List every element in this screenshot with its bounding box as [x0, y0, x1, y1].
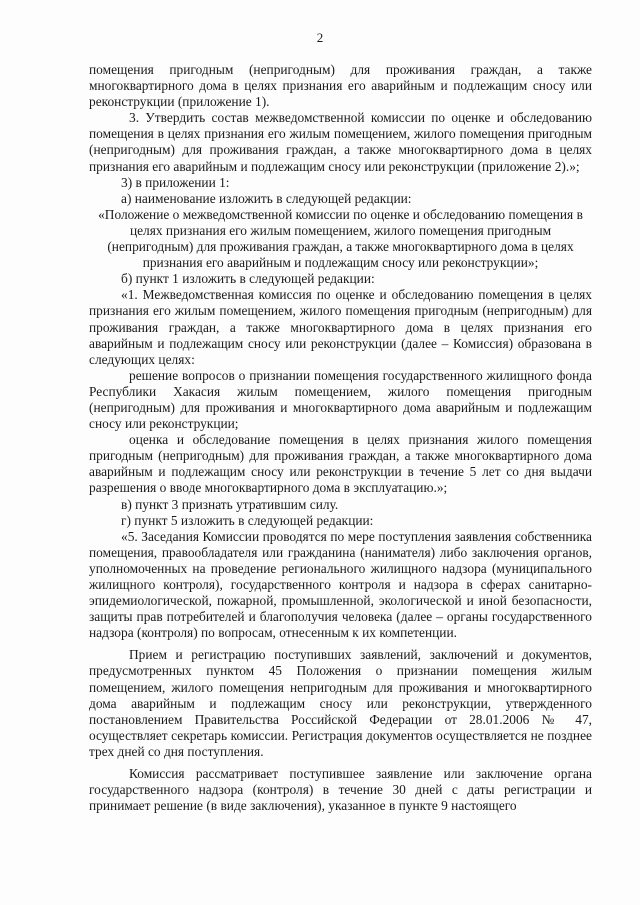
paragraph-sub-b: б) пункт 1 изложить в следующей редакции:	[121, 271, 375, 287]
document-body	[89, 62, 592, 814]
paragraph-appendix-1: 3) в приложении 1:	[121, 174, 230, 190]
paragraph-sub-g: г) пункт 5 изложить в следующей редакции:	[121, 512, 374, 528]
paragraph-goal-2: оценка и обследование помещения в целях признания жилого помещения пригодным (непригодным) для проживания граждан, а также многоквартирного дома аварийным и подлежащим сносу или реконструкции в течение 5 лет со дня выдачи разрешения о вводе многоквартирного дома в эксплуатацию.»;	[89, 432, 592, 496]
paragraph-registration: Прием и регистрацию поступивших заявлений, заключений и документов, предусмотренных пунктом 45 Положения о признании помещения жилым помещением, жилого помещения непригодным для проживания и многоквартирного дома аварийным и подлежащим сносу или реконструкции, утвержденного постановлением Правительства Российской Федерации от 28.01.2006 № 47, осуществляет секретарь комиссии. Регистрация документов осуществляется не позднее трех дней со дня поступления.	[89, 647, 592, 759]
paragraph-sub-v: в) пункт 3 признать утратившим силу.	[121, 496, 339, 512]
paragraph-point-5: «5. Заседания Комиссии проводятся по мере поступления заявления собственника помещения, правообладателя или гражданина (нанимателя) либо заключения органов, уполномоченных на проведение регионального жилищного надзора (муниципального жилищного контроля), государственного контроля и надзора в сферах санитарно-эпидемиологической, пожарной, промышленной, экологической и иной безопасности, защиты прав потребителей и благополучия человека (далее – органы государственного надзора (контроля) по вопросам, отнесенным к их компетенции.	[89, 528, 592, 641]
paragraph-continuation: помещения пригодным (непригодным) для проживания граждан, а также многоквартирного дома в целях признания его аварийным и подлежащим сносу или реконструкции (приложение 1).	[89, 62, 592, 110]
paragraph-point-1: «1. Межведомственная комиссия по оценке и обследованию помещения в целях признания его жилым помещением, жилого помещения пригодным (непригодным) для проживания граждан, а также многоквартирного дома в целях признания его аварийным и подлежащим сносу или реконструкции (далее – Комиссия) образована в следующих целях:	[89, 287, 592, 367]
paragraph-regulation-title: «Положение о межведомственной комиссии по оценке и обследованию помещения в целях признания его жилым помещением, жилого помещения пригодным (непригодным) для проживания граждан, а также многоквартирного дома в целях признания его аварийным и подлежащим сносу или реконструкции»;	[98, 206, 583, 271]
page-number: 2	[316, 30, 324, 45]
paragraph-sub-a: а) наименование изложить в следующей редакции:	[121, 190, 412, 206]
paragraph-goal-1: решение вопросов о признании помещения государственного жилищного фонда Республики Хакасия жилым помещением, жилого помещения пригодным (непригодным) для проживания и многоквартирного дома аварийным и подлежащим сносу или реконструкции;	[89, 367, 592, 432]
paragraph-review: Комиссия рассматривает поступившее заявление или заключение органа государственного надзора (контроля) в течение 30 дней с даты регистрации и принимает решение (в виде заключения), указанное в пункте 9 настоящего	[89, 766, 592, 814]
paragraph-item-3: 3. Утвердить состав межведомственной комиссии по оценке и обследованию помещения в целях признания его жилым помещением, жилого помещения пригодным (непригодным) для проживания граждан, а также многоквартирного дома в целях признания его аварийным и подлежащим сносу или реконструкции (приложение 2).»;	[89, 110, 592, 174]
